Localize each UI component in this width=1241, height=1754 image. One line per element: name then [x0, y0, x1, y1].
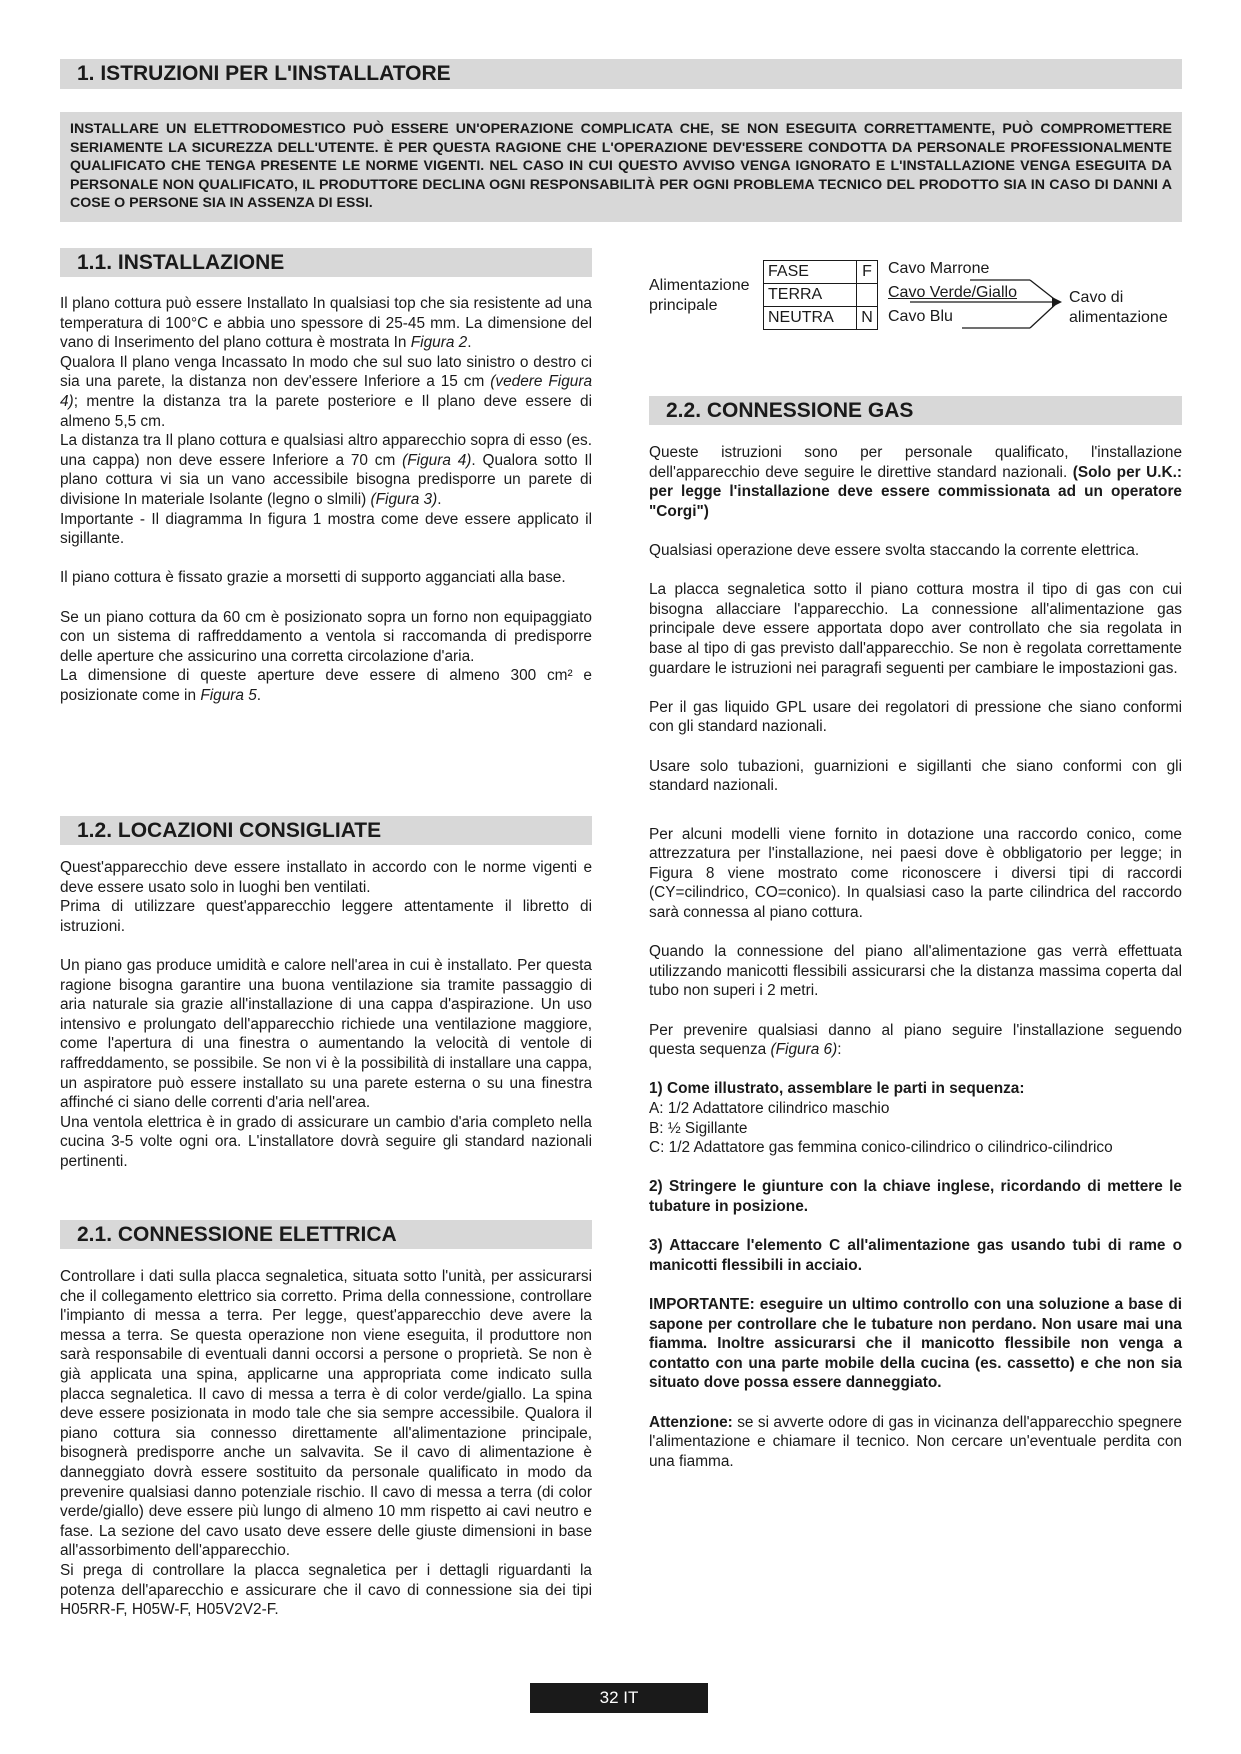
wiring-table: [763, 260, 878, 330]
locazioni-body: [60, 858, 592, 1172]
wire-row: NEUTRA N: [764, 307, 878, 330]
list-item: C: 1/2 Adattatore gas femmina conico-cilindrico o cilindrico-cilindrico: [649, 1139, 1113, 1157]
gas-heading: 2.2. CONNESSIONE GAS: [666, 399, 914, 422]
section-title-bar: [60, 59, 1182, 89]
locazioni-heading-bar: [60, 816, 592, 845]
paragraph: Una ventola elettrica è in grado di assicurare un cambio d'aria completo nella cucina 3-5 volte ogni ora. L'installatore dovrà seguire gli standard nazionali pertinenti.: [60, 1113, 592, 1170]
paragraph: Per prevenire qualsiasi danno al piano seguire l'installazione seguendo questa sequenza (Figura 6):: [649, 1021, 1182, 1059]
wiring-main-label: Alimentazione principale: [649, 277, 750, 314]
wiring-output-label: Cavo di alimentazione: [1069, 289, 1168, 326]
step-2: 2) Stringere le giunture con la chiave inglese, ricordando di mettere le tubature in posizione.: [649, 1178, 1182, 1215]
paragraph: Per alcuni modelli viene fornito in dotazione una raccordo conico, come attrezzatura per l'installazione, nei paesi dove è obbligatorio per legge; in Figura 8 viene mostrato come riconoscere i diversi tipi di raccordi (CY=cilindrico, CO=conico). In qualsiasi caso la parte cilindrica del raccordo sarà connessa al piano cottura.: [649, 825, 1182, 922]
paragraph: La dimensione di queste aperture deve essere di almeno 300 cm² e posizionate come in Figura 5.: [60, 667, 592, 704]
paragraph: Prima di utilizzare quest'apparecchio leggere attentamente il libretto di istruzioni.: [60, 898, 592, 935]
wire-row: FASE F: [764, 261, 878, 284]
paragraph: Importante - Il diagramma In figura 1 mostra come deve essere applicato il sigillante.: [60, 510, 592, 548]
locazioni-heading: 1.2. LOCAZIONI CONSIGLIATE: [77, 819, 382, 842]
installazione-heading: 1.1. INSTALLAZIONE: [77, 251, 285, 274]
elettrica-heading-bar: [60, 1220, 592, 1249]
gas-body: [649, 443, 1182, 1471]
warning-box: [60, 112, 1182, 222]
paragraph: Controllare i dati sulla placca segnaletica, situata sotto l'unità, per assicurarsi che il collegamento elettrico sia corretto. Prima della connessione, controllare l'impianto di messa a terra. Per legge, quest'apparecchio deve avere la messa a terra. Se questa operazione non viene eseguita, il produttore non sarà responsabile di eventuali danni occorsi a persone o proprietà. Se non è già applicata una spina, applicarne una appropriata come indicato sulla placca segnaletica. Il cavo di messa a terra è di color verde/giallo. La spina deve essere posizionata in modo tale che sia sempre accessibile. Qualora il piano cottura sia connesso direttamente all'alimentazione principale, bisognerà predisporre anche un salvavita. Se il cavo di alimentazione è danneggiato dovrà essere sostituito da personale qualificato in modo da prevenire qualsiasi danno potenziale rischio. Il cavo di messa a terra (di color verde/giallo) deve essere più lungo di almeno 10 mm rispetto ai cavi neutro e fase. La sezione del cavo usato deve essere delle giuste dimensioni in base all'assorbimento dell'apparecchio.: [60, 1268, 592, 1560]
paragraph: Si prega di controllare la placca segnaletica per i dettagli riguardanti la potenza dell'aparecchio e assicurare che il cavo di connessione sia dei tipi H05RR-F, H05W-F, H05V2V2-F.: [60, 1561, 592, 1619]
elettrica-body: [60, 1267, 592, 1620]
paragraph: Quest'apparecchio deve essere installato in accordo con le norme vigenti e deve essere usato solo in luoghi ben ventilati.: [60, 859, 592, 896]
step-3: 3) Attaccare l'elemento C all'alimentazione gas usando tubi di rame o manicotti flessibili in acciaio.: [649, 1237, 1182, 1274]
installazione-heading-bar: [60, 248, 592, 277]
section-title: 1. ISTRUZIONI PER L'INSTALLATORE: [77, 62, 451, 85]
important-note: IMPORTANTE: eseguire un ultimo controllo con una soluzione a base di sapone per controllare che le tubature non perdano. Non usare mai una fiamma. Inoltre assicurarsi che il manicotto flessibile non venga a contatto con una parte mobile della cucina (es. cassetto) e che non sia situato dove possa essere danneggiato.: [649, 1295, 1182, 1392]
cable-label-green-yellow: Cavo Verde/Giallo: [888, 284, 1017, 301]
paragraph: La distanza tra Il plano cottura e qualsiasi altro apparecchio sopra di esso (es. una cappa) non deve essere Inferiore a 70 cm (Figura 4). Qualora sotto Il plano cottura vi sia un vano accessibile bisogna predisporre un parete di divisione In materiale Isolante (legno o slmili) (Figura 3).: [60, 432, 593, 508]
paragraph: Per il gas liquido GPL usare dei regolatori di pressione che siano conformi con gli standard nazionali.: [649, 698, 1182, 736]
paragraph: Il plano cottura può essere Installato In qualsiasi top che sia resistente ad una temperatura di 100°C e abbia uno spessore di 25-45 mm. La dimensione del vano di Inserimento del plano cottura è mostrata In Figura 2.: [60, 295, 592, 352]
paragraph: Quando la connessione del piano all'alimentazione gas verrà effettuata utilizzando manicotti flessibili assicurarsi che la distanza massima coperta dal tubo non superi i 2 metri.: [649, 943, 1182, 1000]
paragraph: Il piano cottura è fissato grazie a morsetti di supporto agganciati alla base.: [60, 569, 566, 587]
paragraph: La placca segnaletica sotto il piano cottura mostra il tipo di gas con cui bisogna allacciare l'apparecchio. La connessione all'alimentazione gas principale deve essere apportata dopo aver controllato che sia regolata in base al tipo di gas previsto dall'apparecchio. Se non è regolata correttamente guardare le istruzioni nei paragrafi seguenti per cambiare le impostazioni gas.: [649, 581, 1182, 677]
cable-label-blue: Cavo Blu: [888, 308, 953, 325]
list-item: B: ½ Sigillante: [649, 1119, 748, 1137]
step-1: 1) Come illustrato, assemblare le parti in sequenza:: [649, 1080, 1025, 1098]
paragraph: Qualsiasi operazione deve essere svolta staccando la corrente elettrica.: [649, 541, 1140, 559]
paragraph: Un piano gas produce umidità e calore nell'area in cui è installato. Per questa ragione bisogna garantire una buona ventilazione sia tramite passaggio di aria naturale sia grazie all'installazione di una cappa d'aspirazione. Un uso intensivo e prolungato dell'apparecchio richiede una ventilazione maggiore, come l'apertura di una finestra o aumentando la velocità di ventole di raffreddamento, se possibile. Se non vi è la possibilità di installare una cappa, un aspiratore può essere installato su una parete esterna o su una finestra affinché ci siano delle correnti d'aria nell'area.: [60, 956, 592, 1112]
gas-heading-bar: [649, 396, 1182, 425]
paragraph: Se un piano cottura da 60 cm è posizionato sopra un forno non equipaggiato con un sistema di raffreddamento a ventola si raccomanda di predisporre delle aperture che assicurino una corretta circolazione d'aria.: [60, 608, 592, 665]
cable-label-brown: Cavo Marrone: [888, 260, 990, 277]
installazione-body: [60, 294, 592, 705]
paragraph: Usare solo tubazioni, guarnizioni e sigillanti che siano conformi con gli standard nazionali.: [649, 757, 1182, 795]
list-item: A: 1/2 Adattatore cilindrico maschio: [649, 1100, 890, 1117]
wiring-arrows: [880, 266, 1070, 334]
attention-note: Attenzione: se si avverte odore di gas in vicinanza dell'apparecchio spegnere l'alimentazione e chiamare il tecnico. Non cercare un'eventuale perdita con una fiamma.: [649, 1413, 1182, 1470]
elettrica-heading: 2.1. CONNESSIONE ELETTRICA: [77, 1223, 397, 1246]
paragraph: Qualora Il plano venga Incassato In modo che sul suo lato sinistro o destro ci sia una parete, la distanza non dev'essere Inferiore a 15 cm (vedere Figura 4); mentre la distanza tra la parete posteriore e Il plano deve essere di almeno 5,5 cm.: [60, 353, 593, 430]
wire-row: TERRA: [764, 284, 878, 307]
paragraph: Queste istruzioni sono per personale qualificato, l'installazione dell'apparecchio deve seguire le direttive standard nazionali. (Solo per U.K.: per legge l'installazione deve essere commissionata ad un operatore "Corgi"): [649, 444, 1182, 520]
warning-text: INSTALLARE UN ELETTRODOMESTICO PUÒ ESSERE UN'OPERAZIONE COMPLICATA CHE, SE NON ESEGUITA CORRETTAMENTE, PUÒ COMPROMETTERE SERIAMENTE LA SICUREZZA DELL'UTENTE. È PER QUESTA RAGIONE CHE L'OPERAZIONE DEV'ESSERE CONDOTTA DA PERSONALE PROFESSIONALMENTE QUALIFICATO CHE TENGA PRESENTE LE NORME VIGENTI. NEL CASO IN CUI QUESTO AVVISO VENGA IGNORATO E L'INSTALLAZIONE VENGA ESEGUITA DA PERSONALE NON QUALIFICATO, IL PRODUTTORE DECLINA OGNI RESPONSABILITÀ PER OGNI PROBLEMA TECNICO DEL PRODOTTO SIA IN CASO DI DANNI A COSE O PERSONE SIA IN ASSENZA DI ESSI.: [70, 121, 1172, 212]
page-number: 32 IT: [530, 1683, 708, 1713]
